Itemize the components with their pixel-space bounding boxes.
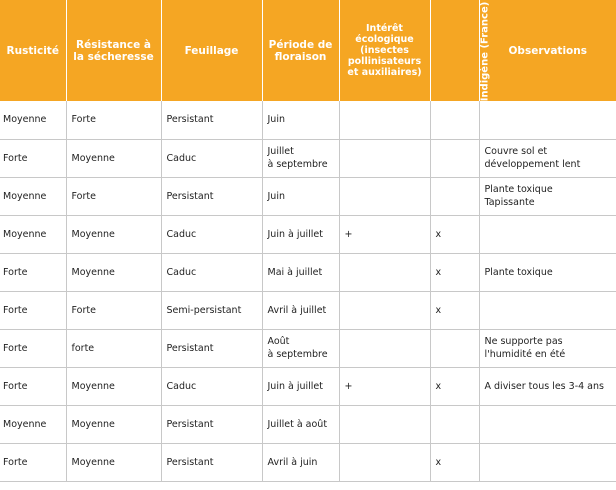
cell-resistance-secheresse: Moyenne — [66, 215, 161, 253]
cell-observations-line: Tapissante — [484, 197, 535, 208]
cell-resistance-secheresse: Forte — [66, 101, 161, 139]
cell-feuillage: Caduc — [161, 253, 262, 291]
cell-resistance-secheresse: Forte — [66, 177, 161, 215]
cell-indigene — [430, 177, 479, 215]
cell-interet-ecologique — [339, 101, 430, 139]
cell-observations-line: Plante toxique — [484, 266, 553, 278]
cell-periode-floraison — [262, 443, 339, 481]
cell-observations-line: Couvre sol et — [484, 146, 548, 157]
cell-interet-ecologique — [339, 177, 430, 215]
cell-interet-ecologique — [339, 139, 430, 177]
cell-observations — [479, 139, 616, 177]
cell-indigene — [430, 329, 479, 367]
cell-interet-ecologique: + — [339, 367, 430, 405]
cell-resistance-secheresse: forte — [66, 329, 161, 367]
cell-feuillage: Persistant — [161, 405, 262, 443]
header-periode-floraison: Période de floraison — [262, 0, 339, 101]
cell-feuillage: Persistant — [161, 329, 262, 367]
table-header-row — [0, 0, 616, 101]
cell-interet-ecologique — [339, 329, 430, 367]
cell-observations — [479, 329, 616, 367]
cell-periode-floraison-line: à septembre — [267, 159, 328, 170]
cell-resistance-secheresse: Moyenne — [66, 139, 161, 177]
cell-observations — [479, 177, 616, 215]
cell-periode-floraison — [262, 367, 339, 405]
cell-periode-floraison-line: Juillet — [267, 146, 294, 157]
table-row — [0, 443, 616, 481]
header-resistance-secheresse: Résistance à la sécheresse — [66, 0, 161, 101]
cell-periode-floraison — [262, 139, 339, 177]
cell-periode-floraison — [262, 177, 339, 215]
cell-rusticite: Moyenne — [0, 405, 66, 443]
cell-observations — [479, 443, 616, 481]
table-row — [0, 367, 616, 405]
cell-resistance-secheresse: Moyenne — [66, 253, 161, 291]
cell-observations-line: Ne supporte pas — [484, 336, 563, 347]
header-indigene-label: Indigène (France) — [478, 1, 490, 101]
cell-rusticite: Forte — [0, 139, 66, 177]
cell-feuillage: Caduc — [161, 367, 262, 405]
cell-interet-ecologique — [339, 405, 430, 443]
cell-observations — [479, 101, 616, 139]
cell-resistance-secheresse: Moyenne — [66, 405, 161, 443]
cell-resistance-secheresse: Moyenne — [66, 443, 161, 481]
table-row — [0, 291, 616, 329]
cell-periode-floraison-line: Juillet à août — [267, 418, 328, 430]
cell-observations-line: A diviser tous les 3-4 ans — [484, 380, 604, 392]
cell-periode-floraison-line: Juin à juillet — [267, 380, 323, 392]
header-observations: Observations — [479, 0, 616, 101]
cell-rusticite: Moyenne — [0, 177, 66, 215]
cell-periode-floraison — [262, 253, 339, 291]
cell-rusticite: Forte — [0, 329, 66, 367]
cell-observations — [479, 215, 616, 253]
cell-indigene: x — [430, 443, 479, 481]
cell-periode-floraison — [262, 215, 339, 253]
cell-rusticite: Forte — [0, 443, 66, 481]
header-indigene — [430, 0, 490, 101]
cell-periode-floraison-line: Août — [267, 336, 290, 347]
cell-feuillage: Persistant — [161, 101, 262, 139]
cell-feuillage: Persistant — [161, 443, 262, 481]
table-row — [0, 101, 616, 139]
cell-periode-floraison-line: Juin — [267, 190, 285, 202]
header-rusticite: Rusticité — [0, 0, 66, 101]
cell-interet-ecologique — [339, 291, 430, 329]
cell-resistance-secheresse: Forte — [66, 291, 161, 329]
cell-observations — [479, 291, 616, 329]
cell-periode-floraison-line: Avril à juillet — [267, 304, 327, 316]
table-row — [0, 215, 616, 253]
cell-observations — [479, 405, 616, 443]
cell-periode-floraison — [262, 101, 339, 139]
header-feuillage: Feuillage — [161, 0, 262, 101]
cell-periode-floraison — [262, 291, 339, 329]
cell-rusticite: Moyenne — [0, 215, 66, 253]
cell-observations-line: développement lent — [484, 159, 581, 170]
cell-interet-ecologique — [339, 443, 430, 481]
cell-interet-ecologique: + — [339, 215, 430, 253]
cell-periode-floraison-line: Juin à juillet — [267, 228, 323, 240]
cell-rusticite: Forte — [0, 291, 66, 329]
table-row — [0, 253, 616, 291]
cell-indigene: x — [430, 253, 479, 291]
cell-observations-line: l'humidité en été — [484, 349, 566, 360]
cell-feuillage: Caduc — [161, 215, 262, 253]
cell-periode-floraison — [262, 405, 339, 443]
cell-feuillage: Persistant — [161, 177, 262, 215]
cell-periode-floraison-line: Avril à juin — [267, 456, 318, 468]
header-interet-ecologique: Intérêt écologique (insectes pollinisateurs et auxiliaires) — [339, 0, 430, 101]
cell-feuillage: Caduc — [161, 139, 262, 177]
cell-feuillage: Semi-persistant — [161, 291, 262, 329]
cell-indigene: x — [430, 215, 479, 253]
cell-indigene — [430, 139, 479, 177]
table-row — [0, 177, 616, 215]
table-row — [0, 139, 616, 177]
cell-indigene: x — [430, 291, 479, 329]
cell-indigene — [430, 101, 479, 139]
cell-observations — [479, 367, 616, 405]
cell-periode-floraison — [262, 329, 339, 367]
cell-resistance-secheresse: Moyenne — [66, 367, 161, 405]
cell-rusticite: Forte — [0, 367, 66, 405]
cell-indigene: x — [430, 367, 479, 405]
cell-observations — [479, 253, 616, 291]
table-row — [0, 329, 616, 367]
cell-indigene — [430, 405, 479, 443]
table-row — [0, 405, 616, 443]
table-body — [0, 101, 616, 481]
cell-rusticite: Forte — [0, 253, 66, 291]
cell-observations-line: Plante toxique — [484, 184, 553, 195]
cell-periode-floraison-line: Mai à juillet — [267, 266, 323, 278]
cell-periode-floraison-line: Juin — [267, 114, 285, 126]
cell-periode-floraison-line: à septembre — [267, 349, 328, 360]
cell-interet-ecologique — [339, 253, 430, 291]
cell-rusticite: Moyenne — [0, 101, 66, 139]
